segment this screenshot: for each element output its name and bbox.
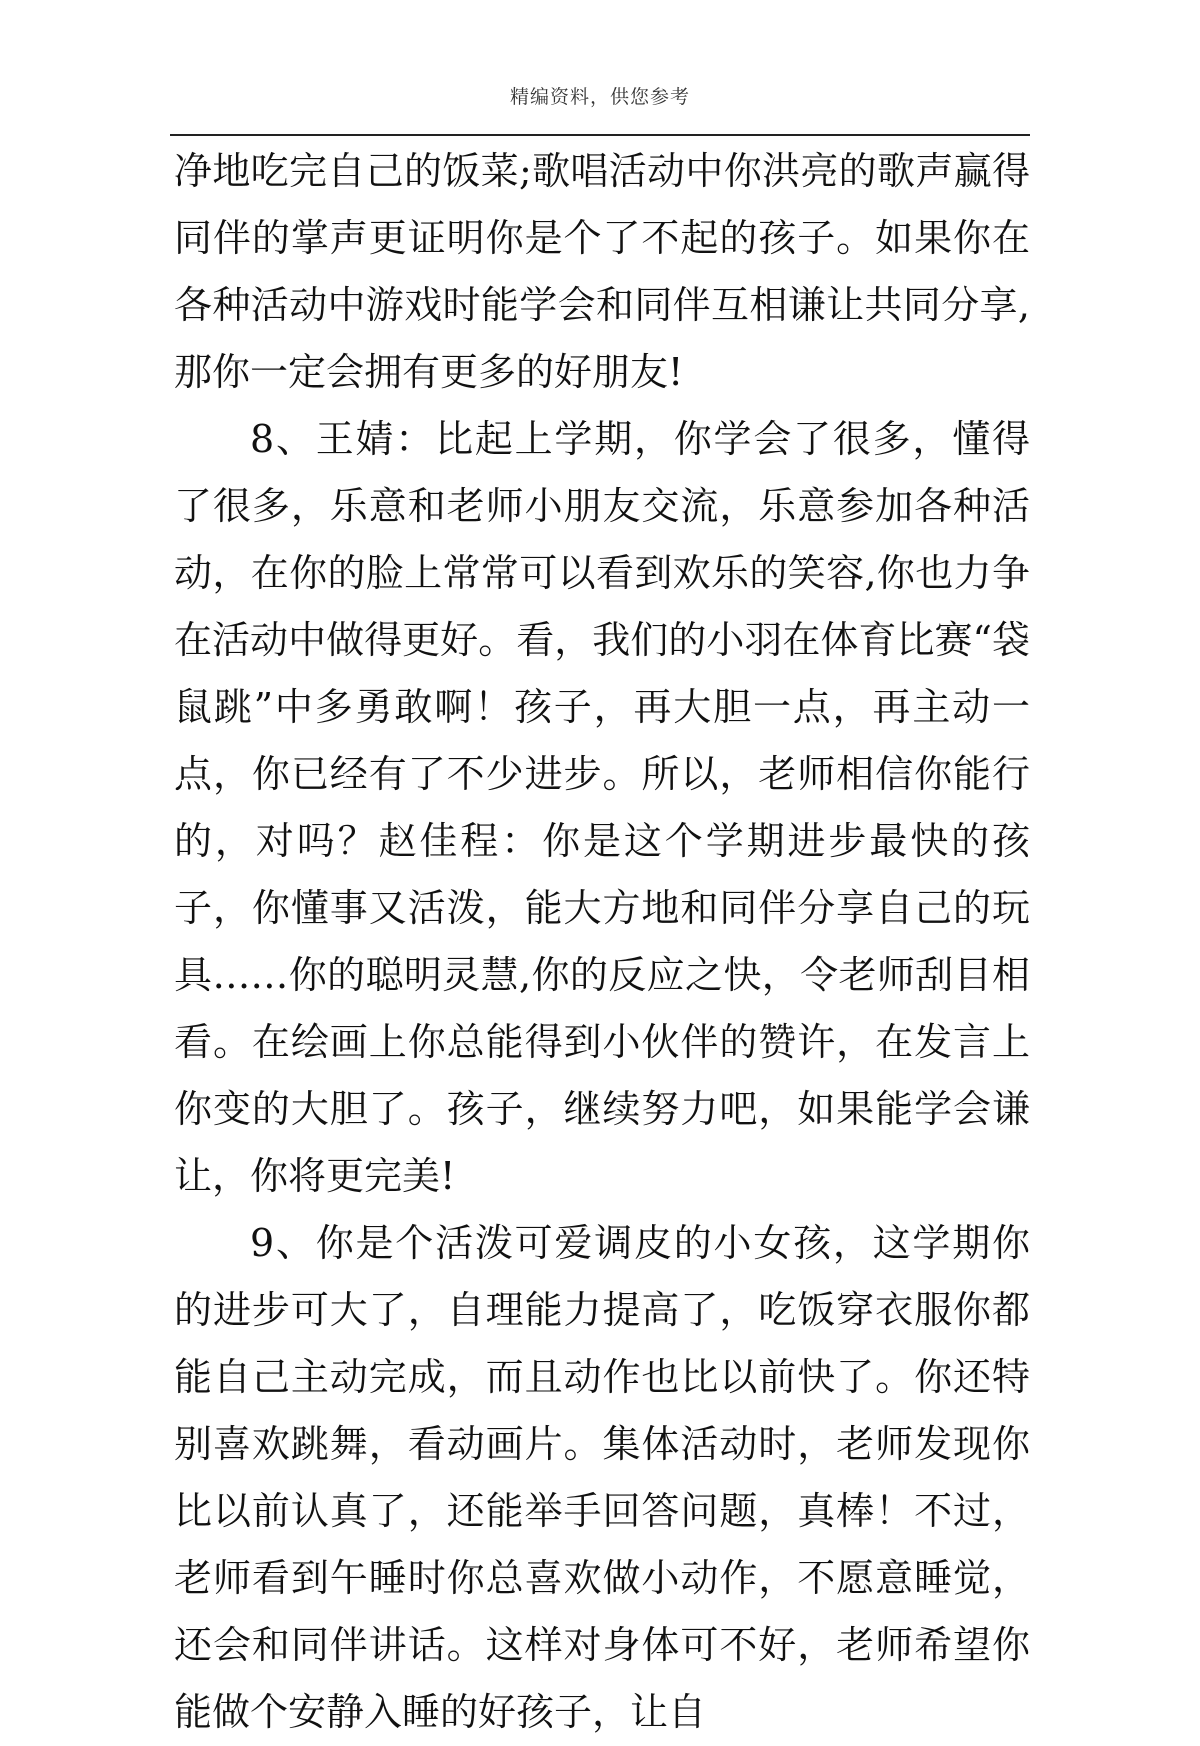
paragraph-item-9: 9、你是个活泼可爱调皮的小女孩，这学期你的进步可大了，自理能力提高了，吃饭穿衣服你都能自己主动完成，而且动作也比以前快了。你还特别喜欢跳舞，看动画片。集体活动时，老师发现你比以前认真了，还能举手回答问题，真棒！不过，老师看到午睡时你总喜欢做小动作，不愿意睡觉，还会和同伴讲话。这样对身体可不好，老师希望你能做个安静入睡的好孩子，让自 [174, 1221, 1030, 1734]
document-body [174, 138, 1030, 1746]
paragraph-continuation: 净地吃完自己的饭菜;歌唱活动中你洪亮的歌声赢得同伴的掌声更证明你是个了不起的孩子。如果你在各种活动中游戏时能学会和同伴互相谦让共同分享,那你一定会拥有更多的好朋友! [174, 149, 1030, 394]
paragraph-item-8: 8、王婧：比起上学期，你学会了很多，懂得了很多，乐意和老师小朋友交流，乐意参加各种活动，在你的脸上常常可以看到欢乐的笑容,你也力争在活动中做得更好。看，我们的小羽在体育比赛“袋鼠跳”中多勇敢啊！孩子，再大胆一点，再主动一点，你已经有了不少进步。所以，老师相信你能行的，对吗？赵佳程：你是这个学期进步最快的孩子，你懂事又活泼，能大方地和同伴分享自己的玩具……你的聪明灵慧,你的反应之快，令老师刮目相看。在绘画上你总能得到小伙伴的赞许，在发言上你变的大胆了。孩子，继续努力吧，如果能学会谦让，你将更完美! [174, 417, 1030, 1198]
header-divider [170, 134, 1030, 136]
page-header: 精编资料，供您参考 [509, 86, 690, 108]
